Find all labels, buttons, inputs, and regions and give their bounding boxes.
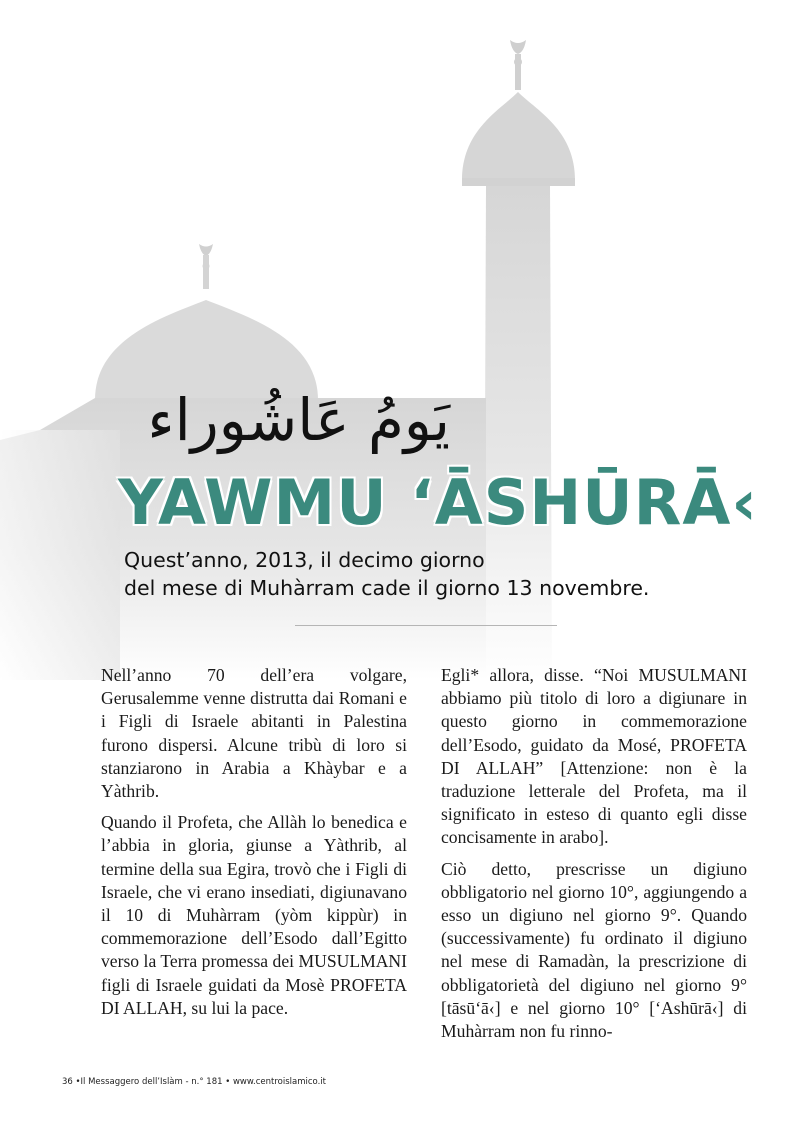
page-footer: 36 •Il Messaggero dell’Islàm - n.° 181 • www.centroislamico.it: [62, 1077, 326, 1087]
paragraph: Egli* allora, disse. “Noi MUSULMANI abbiamo più titolo di loro a digiunare in questo giorno in commemorazione dell’Esodo, guidato da Mosé, PROFETA DI ALLAH” [Attenzione: non è la traduzione letterale del Profeta, ma il significato in esteso di quanto egli disse concisamente in arabo].: [441, 665, 747, 848]
subtitle-line: del mese di Muhàrram cade il giorno 13 novembre.: [124, 576, 650, 600]
minaret-crescent-icon: [510, 40, 526, 90]
subtitle-line: Quest’anno, 2013, il decimo giorno: [124, 548, 485, 572]
paragraph: Quando il Profeta, che Allàh lo benedica e l’abbia in gloria, giunse a Yàthrib, al termine della sua Egira, trovò che i Figli di Israele, che vi erano insediati, digiunavano il 10 di Muhàrram (yòm kippùr) in commemorazione dell’Esodo dall’Egitto verso la Terra promessa dei MUSULMANI figli di Israele guidati da Mosè PROFETA DI ALLAH, su lui la pace.: [101, 812, 407, 1018]
paragraph: Ciò detto, prescrisse un digiuno obbligatorio nel giorno 10°, aggiungendo a esso un digiuno nel giorno 9°. Quando (successivamente) fu ordinato il digiuno nel mese di Ramadàn, la prescrizione di obbligatorietà del digiuno nel giorno 9° [tāsū‘ā‹] e nel giorno 10° [‘Ashūrā‹] di Muhàrram non fu rinno-: [441, 858, 747, 1042]
subtitle: [124, 546, 724, 602]
text-column-left: [101, 664, 407, 1028]
page-title: YAWMU ‘ĀSHŪRĀ‹: [118, 466, 758, 539]
text-column-right: [441, 664, 747, 1051]
dome-crescent-icon: [199, 244, 213, 289]
paragraph: Nell’anno 70 dell’era volgare, Gerusalemme venne distrutta dai Romani e i Figli di Israele abitanti in Palestina furono dispersi. Alcune tribù di loro si stanziarono in Arabia a Khàybar e a Yàthrib.: [101, 665, 407, 802]
divider: [295, 625, 557, 626]
arabic-title: يَومُ عَاشُوراء: [147, 386, 450, 454]
